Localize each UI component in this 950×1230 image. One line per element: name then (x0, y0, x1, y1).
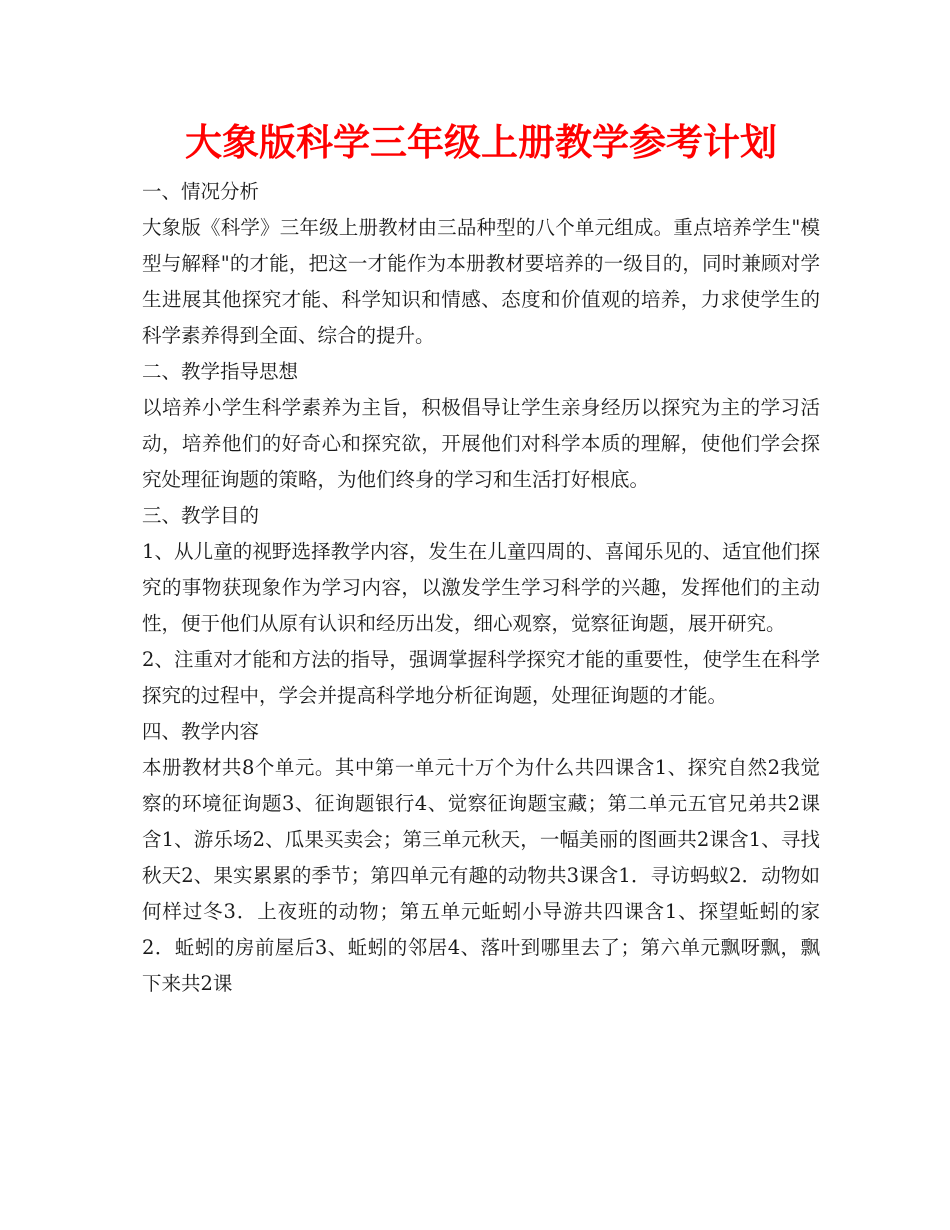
section-paragraph: 本册教材共8个单元。其中第一单元十万个为什么共四课含1、探究自然2我觉察的环境征询题3、征询题银行4、觉察征询题宝藏；第二单元五官兄弟共2课含1、游乐场2、瓜果买卖会；第三单元秋天，一幅美丽的图画共2课含1、寻找秋天2、果实累累的季节；第四单元有趣的动物共3课含1．寻访蚂蚁2．动物如何样过冬3．上夜班的动物；第五单元蚯蚓小导游共四课含1、探望蚯蚓的家2．蚯蚓的房前屋后3、蚯蚓的邻居4、落叶到哪里去了；第六单元飘呀飘，飘下来共2课 (142, 756, 820, 995)
section-guiding-ideology (142, 354, 820, 498)
section-paragraph: 以培养小学生科学素养为主旨，积极倡导让学生亲身经历以探究为主的学习活动，培养他们的好奇心和探究欲，开展他们对科学本质的理解，使他们学会探究处理征询题的策略，为他们终身的学习和生活打好根底。 (142, 396, 820, 491)
section-teaching-content (142, 714, 820, 1002)
section-paragraph: 1、从儿童的视野选择教学内容，发生在儿童四周的、喜闻乐见的、适宜他们探究的事物获现象作为学习内容，以激发学生学习科学的兴趣，发挥他们的主动性，便于他们从原有认识和经历出发，细心观察，觉察征询题，展开研究。 (142, 540, 820, 635)
section-teaching-goals (142, 498, 820, 714)
section-heading: 二、教学指导思想 (142, 360, 299, 383)
section-heading: 三、教学目的 (142, 504, 260, 527)
section-paragraph: 大象版《科学》三年级上册教材由三品种型的八个单元组成。重点培养学生"模型与解释"的才能，把这一才能作为本册教材要培养的一级目的，同时兼顾对学生进展其他探究才能、科学知识和情感、态度和价值观的培养，力求使学生的科学素养得到全面、综合的提升。 (142, 216, 820, 347)
section-situation-analysis (142, 174, 820, 354)
section-heading: 一、情况分析 (142, 180, 260, 203)
document-title: 大象版科学三年级上册教学参考计划 (185, 121, 777, 164)
section-heading: 四、教学内容 (142, 720, 260, 743)
section-paragraph: 2、注重对才能和方法的指导，强调掌握科学探究才能的重要性，使学生在科学探究的过程中，学会并提高科学地分析征询题，处理征询题的才能。 (142, 648, 820, 707)
